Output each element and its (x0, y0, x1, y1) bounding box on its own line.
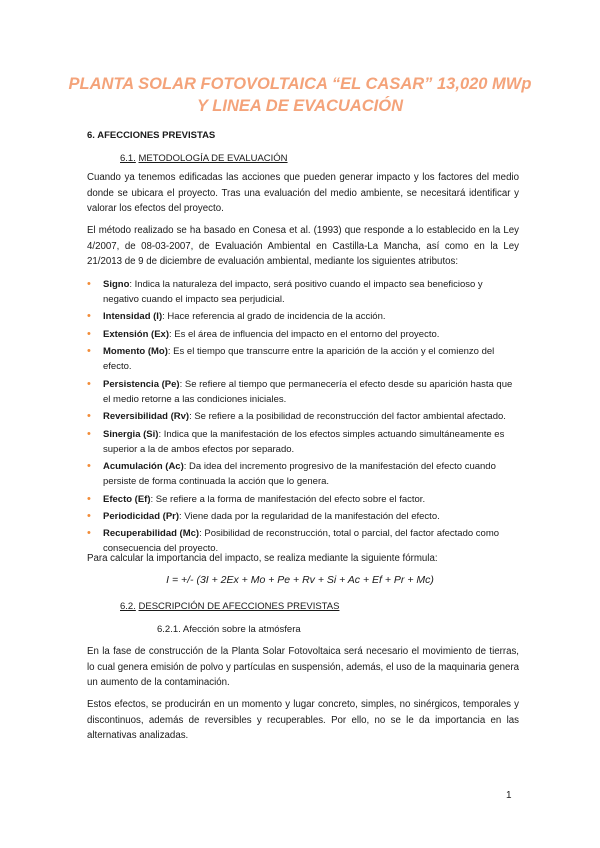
list-item: • Periodicidad (Pr): Viene dada por la regularidad de la manifestación del efecto. (87, 509, 519, 524)
list-item: • Persistencia (Pe): Se refiere al tiempo que permanecería el efecto desde su aparición hasta que el medio retorne a las condiciones iniciales. (87, 377, 513, 405)
subsection-number: 6.2. (120, 601, 136, 612)
list-item: • Recuperabilidad (Mc): Posibilidad de reconstrucción, total o parcial, del factor afectado como consecuencia del proyecto. (87, 527, 500, 555)
subsubsection-heading-6-2-1: 6.2.1. Afección sobre la atmósfera (157, 624, 301, 635)
bullet-icon: • (87, 327, 91, 340)
subsection-number: 6.1. (120, 153, 136, 164)
document-title (60, 73, 540, 117)
attribute-list (87, 277, 519, 559)
list-item: • Signo: Indica la naturaleza del impacto, será positivo cuando el impacto sea beneficioso y negativo cuando el impacto sea perjudicial. (87, 278, 483, 306)
bullet-icon: • (87, 509, 91, 522)
list-item: • Efecto (Ef): Se refiere a la forma de manifestación del efecto sobre el factor. (87, 492, 519, 507)
bullet-icon: • (87, 527, 91, 540)
bullet-icon: • (87, 460, 91, 473)
importance-formula: I = +/- (3I + 2Ex + Mo + Pe + Rv + Si + Ac + Ef + Pr + Mc) (166, 574, 434, 586)
list-item: • Sinergia (Si): Indica que la manifestación de los efectos simples actuando simultáneamente es superior a la de ambos efectos por separado. (87, 427, 505, 455)
bullet-icon: • (87, 410, 91, 423)
bullet-icon: • (87, 278, 91, 290)
paragraph-2: El método realizado se ha basado en Conesa et al. (1993) que responde a lo establecido en la Ley 4/2007, de 08-03-2007, de Evaluación Ambiental en Castilla-La Mancha, así como en la Ley 21/2013 de 9 de diciembre de evaluación ambiental, mediante los siguientes atributos: (87, 225, 519, 267)
list-item: • Reversibilidad (Rv): Se refiere a la posibilidad de reconstrucción del factor ambiental afectado. (87, 409, 519, 424)
list-item: • Momento (Mo): Es el tiempo que transcurre entre la aparición de la acción y el comienzo del efecto. (87, 345, 495, 373)
subsection-label: DESCRIPCIÓN DE AFECCIONES PREVISTAS (138, 601, 340, 612)
subsection-heading-6-2 (120, 599, 339, 615)
list-item: • Extensión (Ex): Es el área de influencia del impacto en el entorno del proyecto. (87, 327, 519, 342)
paragraph-5: Estos efectos, se producirán en un momento y lugar concreto, simples, no sinérgicos, temporales y discontinuos, además de reversibles y recuperables. Por ello, no se le da importancia en las alternativas analizadas. (87, 699, 519, 741)
list-item: • Intensidad (I): Hace referencia al grado de incidencia de la acción. (87, 309, 519, 324)
title-line-1: PLANTA SOLAR FOTOVOLTAICA “EL CASAR” 13,020 MWp (68, 75, 532, 93)
subsection-heading-6-1 (120, 151, 288, 167)
list-item: • Acumulación (Ac): Da idea del incremento progresivo de la manifestación del efecto cuando persiste de forma continuada la acción que lo genera. (87, 460, 496, 488)
title-line-2: Y LINEA DE EVACUACIÓN (197, 97, 403, 115)
bullet-icon: • (87, 492, 91, 505)
bullet-icon: • (87, 345, 91, 358)
bullet-icon: • (87, 427, 91, 440)
bullet-icon: • (87, 310, 91, 323)
section-heading: 6. AFECCIONES PREVISTAS (87, 130, 216, 141)
subsection-label: METODOLOGÍA DE EVALUACIÓN (138, 153, 288, 164)
paragraph-4: En la fase de construcción de la Planta Solar Fotovoltaica será necesario el movimiento de tierras, lo cual genera emisión de polvo y partículas en suspensión, además, el uso de la maquinaria genera un aumento de la contaminación. (87, 646, 519, 688)
page-number: 1 (506, 790, 512, 801)
paragraph-1: Cuando ya tenemos edificadas las acciones que pueden generar impacto y los factores del medio donde se ubicara el proyecto. Tras una evaluación del medio ambiente, se necesitará identificar y valorar los efectos del proyecto. (87, 172, 519, 214)
bullet-icon: • (87, 377, 91, 390)
paragraph-3: Para calcular la importancia del impacto, se realiza mediante la siguiente fórmula: (87, 553, 438, 564)
